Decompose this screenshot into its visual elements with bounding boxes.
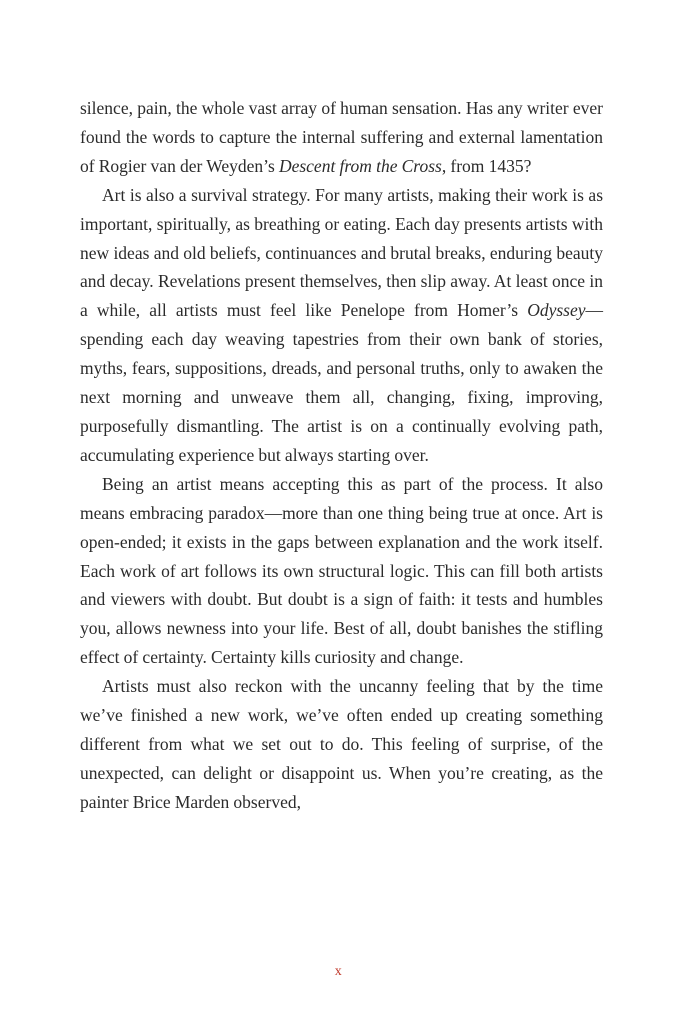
body-text: , from 1435? <box>441 155 532 176</box>
paragraph <box>80 470 603 672</box>
italic-title-text: Descent from the Cross <box>278 155 442 176</box>
body-text: Being an artist means accepting this as part of the process. It also means embracing paradox—more than one thing being true at once. Art is open-ended; it exists in the gaps between explanation and the work itself. Each work of art follows its own structural logic. This can fill both artists and viewers with doubt. But doubt is a sign of faith: it tests and humbles you, allows newness into your life. Best of all, doubt banishes the stifling effect of certainty. Certainty kills curiosity and change. <box>80 473 603 668</box>
body-text: —spending each day weaving tapestries from their own bank of stories, myths, fears, suppositions, dreads, and personal truths, only to awaken the next morning and unweave them all, changing, fixing, improving, purposefully dismantling. The artist is on a continually evolving path, accumulating experience but always starting over. <box>80 300 603 465</box>
page-body <box>80 94 603 817</box>
paragraph <box>80 181 603 470</box>
paragraph <box>80 94 603 181</box>
paragraph <box>80 672 603 817</box>
body-text: Artists must also reckon with the uncanny feeling that by the time we’ve finished a new work, we’ve often ended up creating something different from what we set out to do. This feeling of surprise, of the unexpected, can delight or disappoint us. When you’re creating, as the painter Brice Marden observed, <box>80 676 603 812</box>
italic-title-text: Odyssey <box>527 300 586 321</box>
page-number: x <box>334 964 343 979</box>
body-text: silence, pain, the whole vast array of human sensation. Has any writer ever found the words to capture the internal suffering and external lamentation of Rogier van der Weyden’s <box>80 98 603 176</box>
body-text: Art is also a survival strategy. For many artists, making their work is as important, spiritually, as breathing or eating. Each day presents artists with new ideas and old beliefs, continuances and brutal breaks, enduring beauty and decay. Revelations present themselves, then slip away. At least once in a while, all artists must feel like Penelope from Homer’s <box>80 184 603 321</box>
